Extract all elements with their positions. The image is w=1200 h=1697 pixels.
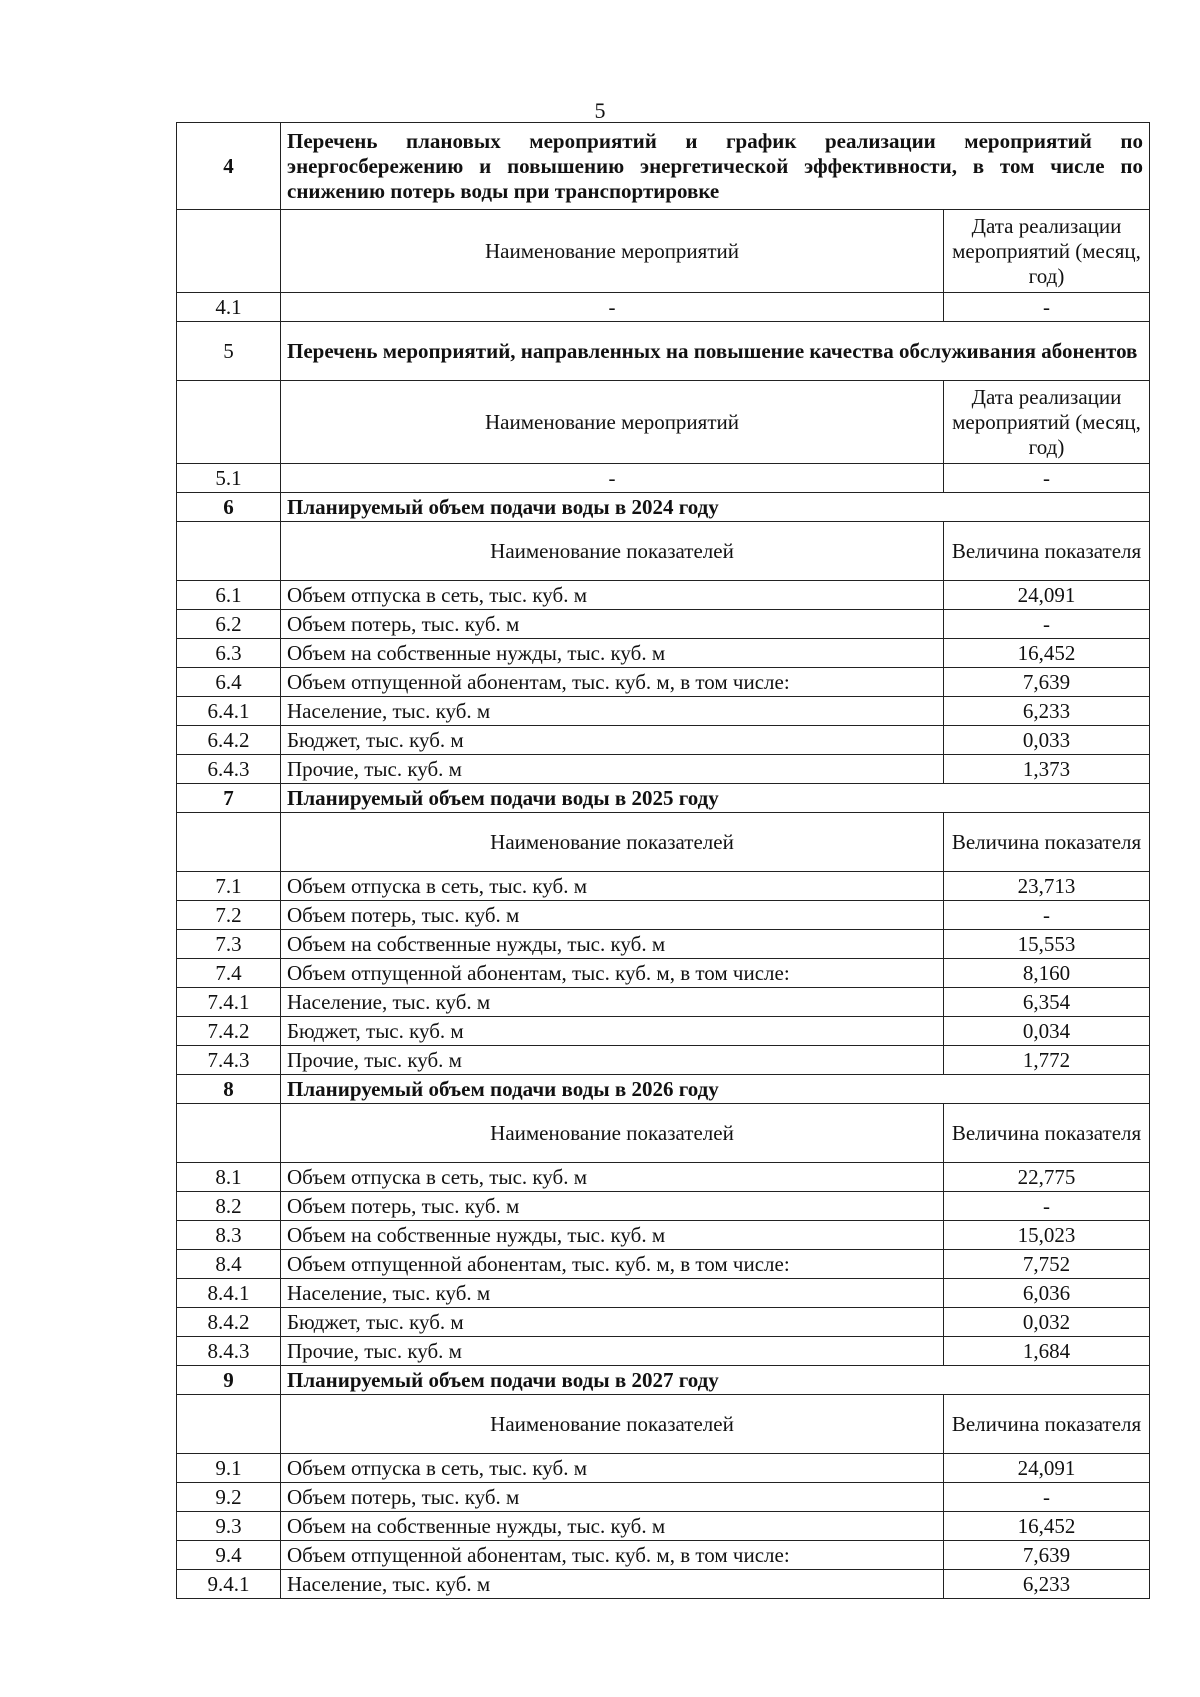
row-number: 6.4 [177,668,281,697]
row-value: 0,033 [944,726,1150,755]
row-name: Бюджет, тыс. куб. м [281,726,944,755]
row-value: 8,160 [944,959,1150,988]
empty-cell [177,1395,281,1454]
document-table [176,122,1150,1599]
section-header-row [177,1366,1150,1395]
table-row [177,668,1150,697]
section-title: Планируемый объем подачи воды в 2025 году [281,784,1150,813]
table-row [177,959,1150,988]
row-number: 7.4.3 [177,1046,281,1075]
row-name: Население, тыс. куб. м [281,988,944,1017]
row-value: - [944,464,1150,493]
table-row [177,1279,1150,1308]
row-number: 9.3 [177,1512,281,1541]
row-number: 6.2 [177,610,281,639]
column-header-value: Величина показателя [944,813,1150,872]
row-number: 8.4.2 [177,1308,281,1337]
section-header-row [177,322,1150,381]
row-name: - [281,293,944,322]
row-number: 4.1 [177,293,281,322]
row-number: 7.4.2 [177,1017,281,1046]
table-row [177,901,1150,930]
column-header-value: Дата реализации мероприятий (месяц, год) [944,381,1150,464]
table-row [177,1454,1150,1483]
row-number: 6.4.1 [177,697,281,726]
row-name: Население, тыс. куб. м [281,697,944,726]
row-name: Объем отпуска в сеть, тыс. куб. м [281,581,944,610]
row-name: Объем отпущенной абонентам, тыс. куб. м, в том числе: [281,1541,944,1570]
section-title: Планируемый объем подачи воды в 2026 году [281,1075,1150,1104]
empty-cell [177,1104,281,1163]
column-header-name: Наименование мероприятий [281,210,944,293]
section-number: 8 [177,1075,281,1104]
table-row [177,1163,1150,1192]
row-value: 6,233 [944,697,1150,726]
row-number: 6.1 [177,581,281,610]
section-header-row [177,1075,1150,1104]
row-value: 0,034 [944,1017,1150,1046]
row-name: Население, тыс. куб. м [281,1279,944,1308]
row-name: Объем на собственные нужды, тыс. куб. м [281,639,944,668]
table-row [177,697,1150,726]
row-value: 7,639 [944,1541,1150,1570]
table-row [177,1250,1150,1279]
row-name: Объем отпуска в сеть, тыс. куб. м [281,1163,944,1192]
table-row [177,1337,1150,1366]
row-name: Объем отпуска в сеть, тыс. куб. м [281,872,944,901]
row-number: 9.1 [177,1454,281,1483]
row-value: 22,775 [944,1163,1150,1192]
table-row [177,726,1150,755]
table-row [177,872,1150,901]
row-value: 23,713 [944,872,1150,901]
row-name: Объем отпущенной абонентам, тыс. куб. м, в том числе: [281,959,944,988]
table-row [177,755,1150,784]
empty-cell [177,813,281,872]
column-header-row [177,1104,1150,1163]
row-name: Объем на собственные нужды, тыс. куб. м [281,1221,944,1250]
table-row [177,930,1150,959]
row-number: 8.2 [177,1192,281,1221]
column-header-row [177,1395,1150,1454]
table-row [177,1483,1150,1512]
empty-cell [177,522,281,581]
row-value: 24,091 [944,581,1150,610]
row-value: 15,553 [944,930,1150,959]
column-header-name: Наименование показателей [281,1104,944,1163]
row-value: 1,373 [944,755,1150,784]
row-name: Объем отпущенной абонентам, тыс. куб. м, в том числе: [281,668,944,697]
table-row [177,464,1150,493]
row-name: Прочие, тыс. куб. м [281,755,944,784]
row-number: 8.1 [177,1163,281,1192]
row-value: 1,772 [944,1046,1150,1075]
row-number: 7.4.1 [177,988,281,1017]
section-number: 4 [177,123,281,210]
row-name: Прочие, тыс. куб. м [281,1046,944,1075]
row-number: 6.3 [177,639,281,668]
table-row [177,1046,1150,1075]
row-number: 7.1 [177,872,281,901]
column-header-name: Наименование мероприятий [281,381,944,464]
table-row [177,1308,1150,1337]
row-value: 6,036 [944,1279,1150,1308]
table-row [177,1221,1150,1250]
row-value: - [944,901,1150,930]
row-number: 7.4 [177,959,281,988]
section-title: Перечень мероприятий, направленных на повышение качества обслуживания абонентов [281,322,1150,381]
row-number: 6.4.2 [177,726,281,755]
column-header-name: Наименование показателей [281,522,944,581]
row-value: 6,233 [944,1570,1150,1599]
row-value: 16,452 [944,1512,1150,1541]
empty-cell [177,210,281,293]
table-row [177,581,1150,610]
section-number: 6 [177,493,281,522]
column-header-row [177,813,1150,872]
row-name: Население, тыс. куб. м [281,1570,944,1599]
row-value: 15,023 [944,1221,1150,1250]
row-number: 9.4 [177,1541,281,1570]
column-header-value: Дата реализации мероприятий (месяц, год) [944,210,1150,293]
row-value: 7,639 [944,668,1150,697]
column-header-name: Наименование показателей [281,1395,944,1454]
table-row [177,1541,1150,1570]
row-number: 8.4.3 [177,1337,281,1366]
row-number: 8.4 [177,1250,281,1279]
row-number: 8.4.1 [177,1279,281,1308]
column-header-value: Величина показателя [944,1104,1150,1163]
table-row [177,610,1150,639]
table-row [177,1017,1150,1046]
section-title: Перечень плановых мероприятий и график реализации мероприятий по энергосбережению и повышению энергетической эффективности, в том числе по снижению потерь воды при транспортировке [281,123,1150,210]
row-value: - [944,293,1150,322]
row-number: 9.2 [177,1483,281,1512]
page-number: 5 [594,98,606,123]
row-name: - [281,464,944,493]
column-header-value: Величина показателя [944,522,1150,581]
section-header-row [177,123,1150,210]
row-name: Бюджет, тыс. куб. м [281,1017,944,1046]
row-number: 9.4.1 [177,1570,281,1599]
section-header-row [177,784,1150,813]
table-row [177,1512,1150,1541]
section-number: 7 [177,784,281,813]
section-title: Планируемый объем подачи воды в 2024 году [281,493,1150,522]
row-name: Объем потерь, тыс. куб. м [281,1192,944,1221]
row-name: Объем на собственные нужды, тыс. куб. м [281,930,944,959]
row-value: 24,091 [944,1454,1150,1483]
row-number: 7.3 [177,930,281,959]
row-name: Бюджет, тыс. куб. м [281,1308,944,1337]
row-name: Объем отпущенной абонентам, тыс. куб. м, в том числе: [281,1250,944,1279]
section-number: 5 [177,322,281,381]
row-value: - [944,1483,1150,1512]
empty-cell [177,381,281,464]
table-row [177,1570,1150,1599]
row-name: Объем потерь, тыс. куб. м [281,901,944,930]
table-row [177,639,1150,668]
row-name: Прочие, тыс. куб. м [281,1337,944,1366]
row-value: - [944,610,1150,639]
row-number: 5.1 [177,464,281,493]
row-number: 7.2 [177,901,281,930]
table-row [177,1192,1150,1221]
section-header-row [177,493,1150,522]
column-header-row [177,522,1150,581]
row-name: Объем отпуска в сеть, тыс. куб. м [281,1454,944,1483]
column-header-row [177,381,1150,464]
row-value: 16,452 [944,639,1150,668]
column-header-value: Величина показателя [944,1395,1150,1454]
row-value: 1,684 [944,1337,1150,1366]
row-name: Объем потерь, тыс. куб. м [281,1483,944,1512]
row-value: 7,752 [944,1250,1150,1279]
section-number: 9 [177,1366,281,1395]
column-header-row [177,210,1150,293]
row-name: Объем на собственные нужды, тыс. куб. м [281,1512,944,1541]
row-number: 6.4.3 [177,755,281,784]
table-row [177,293,1150,322]
row-name: Объем потерь, тыс. куб. м [281,610,944,639]
table-row [177,988,1150,1017]
row-number: 8.3 [177,1221,281,1250]
section-title: Планируемый объем подачи воды в 2027 году [281,1366,1150,1395]
row-value: 0,032 [944,1308,1150,1337]
row-value: 6,354 [944,988,1150,1017]
row-value: - [944,1192,1150,1221]
column-header-name: Наименование показателей [281,813,944,872]
